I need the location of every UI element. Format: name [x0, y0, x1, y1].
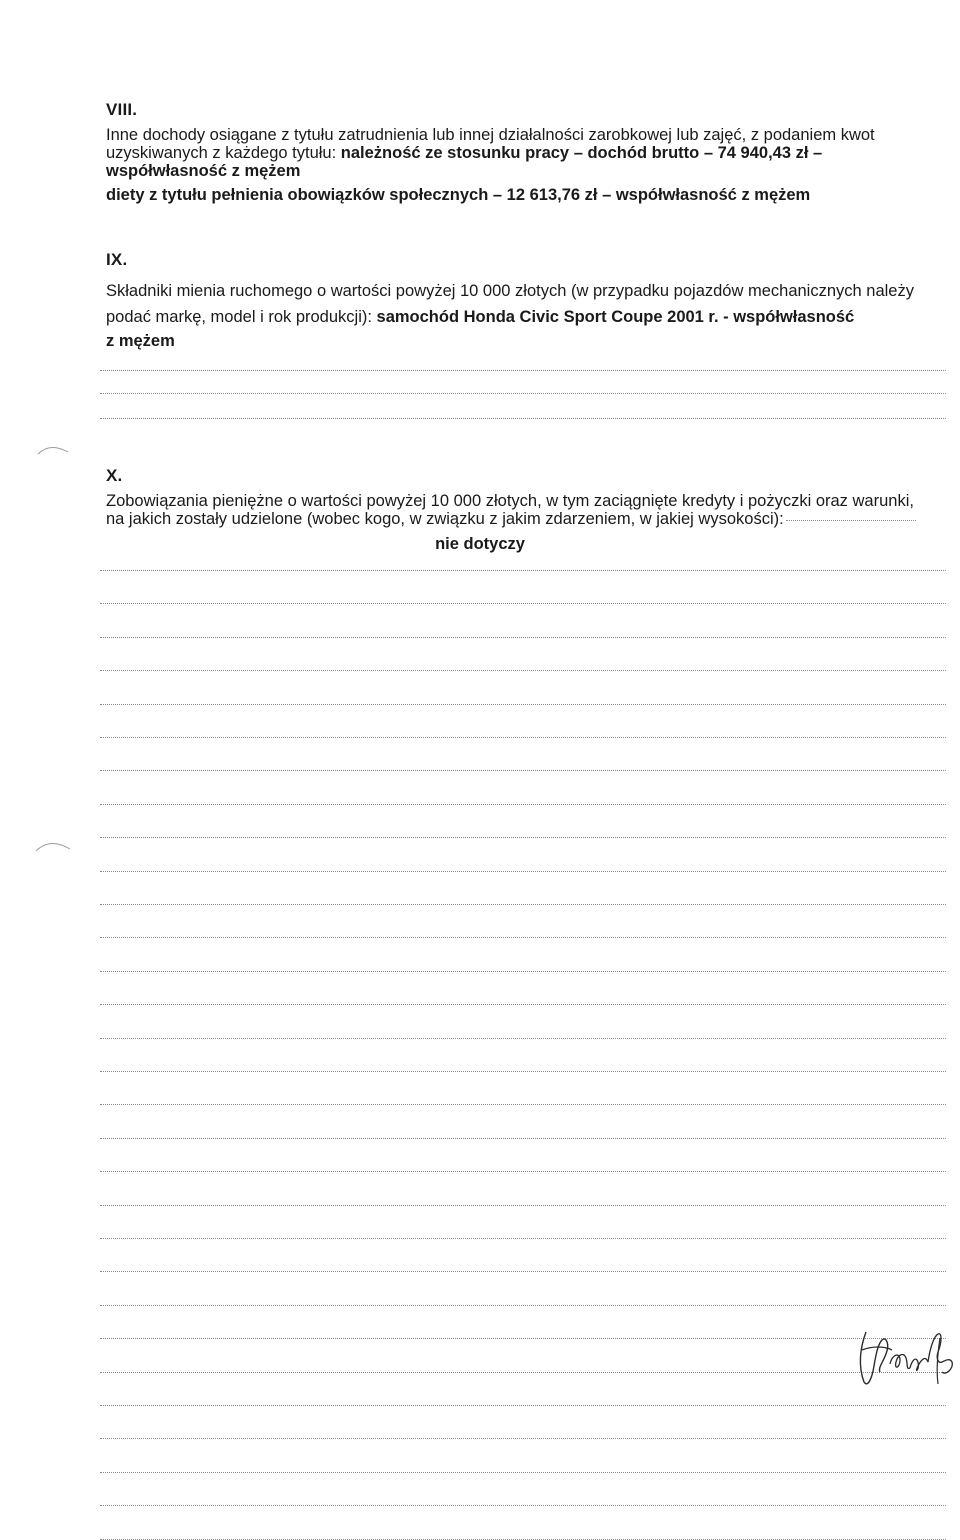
dotted-line: [100, 603, 946, 604]
dotted-line: [100, 704, 946, 705]
dotted-line: [100, 804, 946, 805]
dotted-line: [100, 418, 946, 419]
dotted-line: [100, 1205, 946, 1206]
dotted-line: [100, 737, 946, 738]
section-viii-employment-income: należność ze stosunku pracy – dochód brutto – 74 940,43 zł –: [340, 144, 823, 162]
section-ix-line-2: [106, 308, 956, 326]
dotted-line: [100, 393, 946, 394]
dotted-line: [100, 1338, 946, 1339]
dotted-line: [100, 570, 946, 571]
section-ix-heading: IX.: [106, 250, 128, 269]
dotted-line: [100, 1138, 946, 1139]
dotted-line: [100, 1238, 946, 1239]
section-ix-line-3: z mężem: [106, 332, 175, 350]
dotted-line: [100, 1405, 946, 1406]
section-viii-allowance-income: diety z tytułu pełnienia obowiązków społecznych – 12 613,76 zł – współwłasność z mężem: [106, 186, 811, 204]
section-viii-body: [106, 126, 956, 204]
scan-mark: [34, 835, 74, 855]
trailing-dots: [786, 520, 916, 521]
dotted-line: [100, 1004, 946, 1005]
dotted-line: [100, 1171, 946, 1172]
section-x-line-1: Zobowiązania pieniężne o wartości powyżej 10 000 złotych, w tym zaciągnięte kredyty i pożyczki oraz warunki,: [106, 492, 914, 510]
section-x-heading: X.: [106, 466, 123, 485]
dotted-line: [100, 1305, 946, 1306]
section-viii-line-2: [106, 144, 956, 162]
dotted-line: [100, 1372, 946, 1373]
dotted-line: [100, 670, 946, 671]
section-ix-vehicle: samochód Honda Civic Sport Coupe 2001 r. - współwłasność: [376, 308, 855, 326]
dotted-line: [100, 370, 946, 371]
dotted-line: [100, 1071, 946, 1072]
section-ix-line-2-label: podać markę, model i rok produkcji):: [106, 308, 377, 326]
dotted-line: [100, 1438, 946, 1439]
section-x-line-2: na jakich zostały udzielone (wobec kogo, w związku z jakim zdarzeniem, w jakiej wysokości):: [106, 510, 784, 528]
dotted-line: [100, 837, 946, 838]
section-viii-line-1: Inne dochody osiągane z tytułu zatrudnienia lub innej działalności zarobkowej lub zajęć, z podaniem kwot: [106, 126, 875, 144]
dotted-line: [100, 1271, 946, 1272]
dotted-line: [100, 1472, 946, 1473]
dotted-line: [100, 904, 946, 905]
section-x-body: [106, 492, 956, 528]
section-ix-line-1: Składniki mienia ruchomego o wartości powyżej 10 000 złotych (w przypadku pojazdów mechanicznych należy: [106, 282, 914, 300]
dotted-line: [100, 1104, 946, 1105]
dotted-line: [100, 1505, 946, 1506]
dotted-line: [100, 937, 946, 938]
scan-mark: [36, 440, 72, 460]
section-x-line-2-wrap: [106, 510, 956, 528]
section-viii-heading: VIII.: [106, 100, 138, 119]
dotted-line: [100, 871, 946, 872]
dotted-line: [100, 1038, 946, 1039]
dotted-line: [100, 971, 946, 972]
dotted-line: [100, 637, 946, 638]
handwritten-signature-icon: [842, 1318, 960, 1390]
section-x-answer: nie dotyczy: [435, 535, 525, 553]
section-ix-body: [106, 282, 956, 350]
dotted-line: [100, 770, 946, 771]
section-viii-line-3: współwłasność z mężem: [106, 162, 301, 180]
section-viii-line-2-label: uzyskiwanych z każdego tytułu:: [106, 144, 341, 162]
